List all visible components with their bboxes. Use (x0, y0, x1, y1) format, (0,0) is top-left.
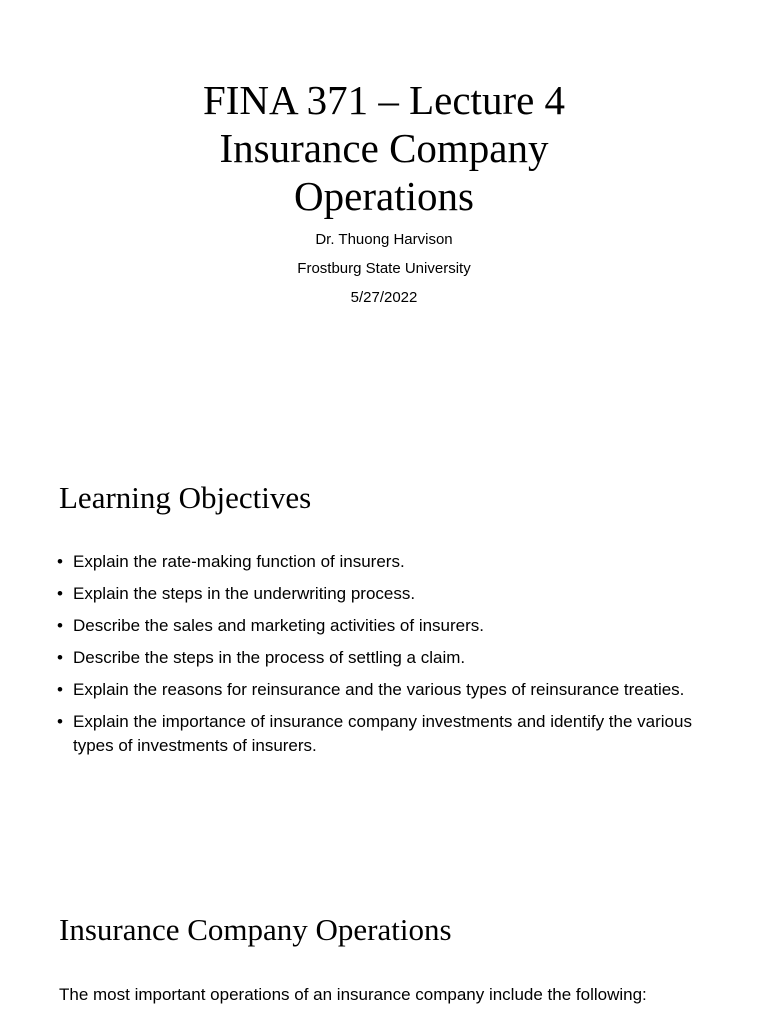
slide-title-line-1: FINA 371 – Lecture 4 (202, 77, 566, 123)
objective-item (57, 678, 707, 702)
objective-text: Explain the reasons for reinsurance and the various types of reinsurance treaties. (73, 680, 685, 699)
bullet-icon: • (57, 648, 63, 667)
objective-item (57, 614, 707, 638)
objective-text: Describe the sales and marketing activities of insurers. (73, 616, 485, 635)
operations-heading: Insurance Company Operations (59, 912, 452, 947)
bullet-icon: • (57, 680, 63, 699)
objective-item (57, 710, 707, 758)
bullet-icon: • (57, 552, 63, 571)
objective-item (57, 646, 707, 670)
objective-item (57, 550, 707, 574)
bullet-icon: • (57, 584, 63, 603)
objectives-heading: Learning Objectives (59, 480, 312, 515)
operations-slide (0, 880, 768, 1024)
slide-title-line-3: Operations (294, 173, 474, 219)
operations-intro-text: The most important operations of an insurance company include the following: (59, 985, 647, 1004)
institution-name: Frostburg State University (297, 260, 471, 277)
objectives-list (57, 550, 707, 766)
objective-text: Explain the steps in the underwriting process. (73, 584, 416, 603)
objective-text: Describe the steps in the process of settling a claim. (73, 648, 466, 667)
bullet-icon: • (57, 616, 63, 635)
bullet-icon: • (57, 712, 63, 731)
objective-item (57, 582, 707, 606)
title-slide (0, 0, 768, 420)
objective-text: Explain the rate-making function of insurers. (73, 552, 405, 571)
author-name: Dr. Thuong Harvison (315, 231, 453, 248)
objectives-slide (0, 420, 768, 880)
slide-title-line-2: Insurance Company (219, 125, 549, 171)
lecture-date: 5/27/2022 (350, 289, 418, 306)
objective-text: Explain the importance of insurance company investments and identify the various types of investments of insurers. (73, 712, 692, 755)
